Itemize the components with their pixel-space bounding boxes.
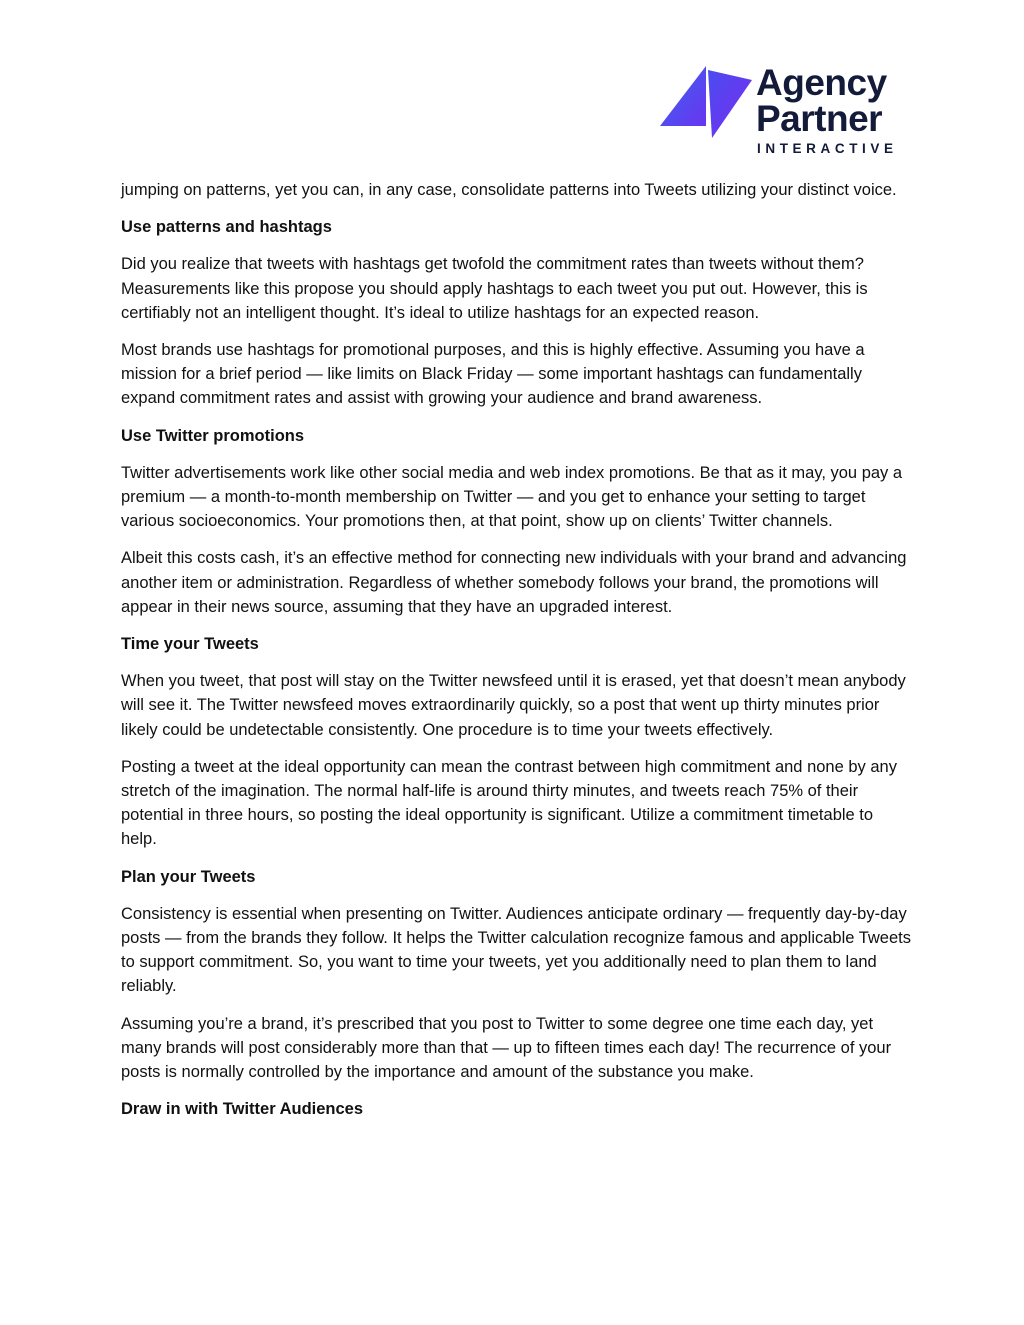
logo-triangles-icon <box>660 66 752 138</box>
paragraph: When you tweet, that post will stay on the Twitter newsfeed until it is erased, yet that doesn’t mean anybody will see it. The Twitter newsfeed moves extraordinarily quickly, so a post that went up thirty minutes prior likely could be undetectable consistently. One procedure is to time your tweets effectively. <box>121 672 906 739</box>
section-heading: Use patterns and hashtags <box>121 218 332 237</box>
section-heading: Time your Tweets <box>121 635 259 654</box>
paragraph: Assuming you’re a brand, it’s prescribed that you post to Twitter to some degree one time each day, yet many brands will post considerably more than that — up to fifteen times each day! The recurrence of your posts is normally controlled by the importance and amount of the substance you make. <box>121 1014 892 1082</box>
section-heading: Use Twitter promotions <box>121 426 305 445</box>
paragraph: Twitter advertisements work like other social media and web index promotions. Be that as it may, you pay a premium — a month-to-month membership on Twitter — and you get to enhance your setting to target various socioeconomics. Your promotions then, at that point, show up on clients’ Twitter channels. <box>121 463 903 531</box>
section-heading: Draw in with Twitter Audiences <box>121 1100 364 1119</box>
paragraph: Posting a tweet at the ideal opportunity can mean the contrast between high commitment and none by any stretch of the imagination. The normal half-life is around thirty minutes, and tweets reach 75% of their potential in three hours, so posting the ideal opportunity is significant. Utilize a commitment timetable to help. <box>121 757 897 849</box>
section-heading: Plan your Tweets <box>121 867 256 886</box>
logo-text-interactive: INTERACTIVE <box>757 141 898 156</box>
paragraph: Did you realize that tweets with hashtags get twofold the commitment rates than tweets without them? Measurements like this propose you should apply hashtags to each tweet you put out. However, this is certifiably not an intelligent thought. It’s ideal to utilize hashtags for an expected reason. <box>121 255 868 322</box>
agency-partner-logo <box>660 62 910 158</box>
logo-text-agency: Agency <box>756 62 887 103</box>
paragraph: Albeit this costs cash, it’s an effective method for connecting new individuals with your brand and advancing another item or administration. Regardless of whether somebody follows your brand, the promotions will appear in their news source, assuming that they have an upgraded interest. <box>121 549 907 616</box>
paragraph: jumping on patterns, yet you can, in any case, consolidate patterns into Tweets utilizing your distinct voice. <box>121 181 897 199</box>
article-body <box>121 178 911 1135</box>
logo-text-partner: Partner <box>756 98 883 139</box>
paragraph: Consistency is essential when presenting on Twitter. Audiences anticipate ordinary — frequently day-by-day posts — from the brands they follow. It helps the Twitter calculation recognize famous and applicable Tweets to support commitment. So, you want to time your tweets, yet you additionally need to plan them to land reliably. <box>121 904 911 996</box>
paragraph: Most brands use hashtags for promotional purposes, and this is highly effective. Assuming you have a mission for a brief period — like limits on Black Friday — some important hashtags can fundamentally expand commitment rates and assist with growing your audience and brand awareness. <box>121 341 865 408</box>
